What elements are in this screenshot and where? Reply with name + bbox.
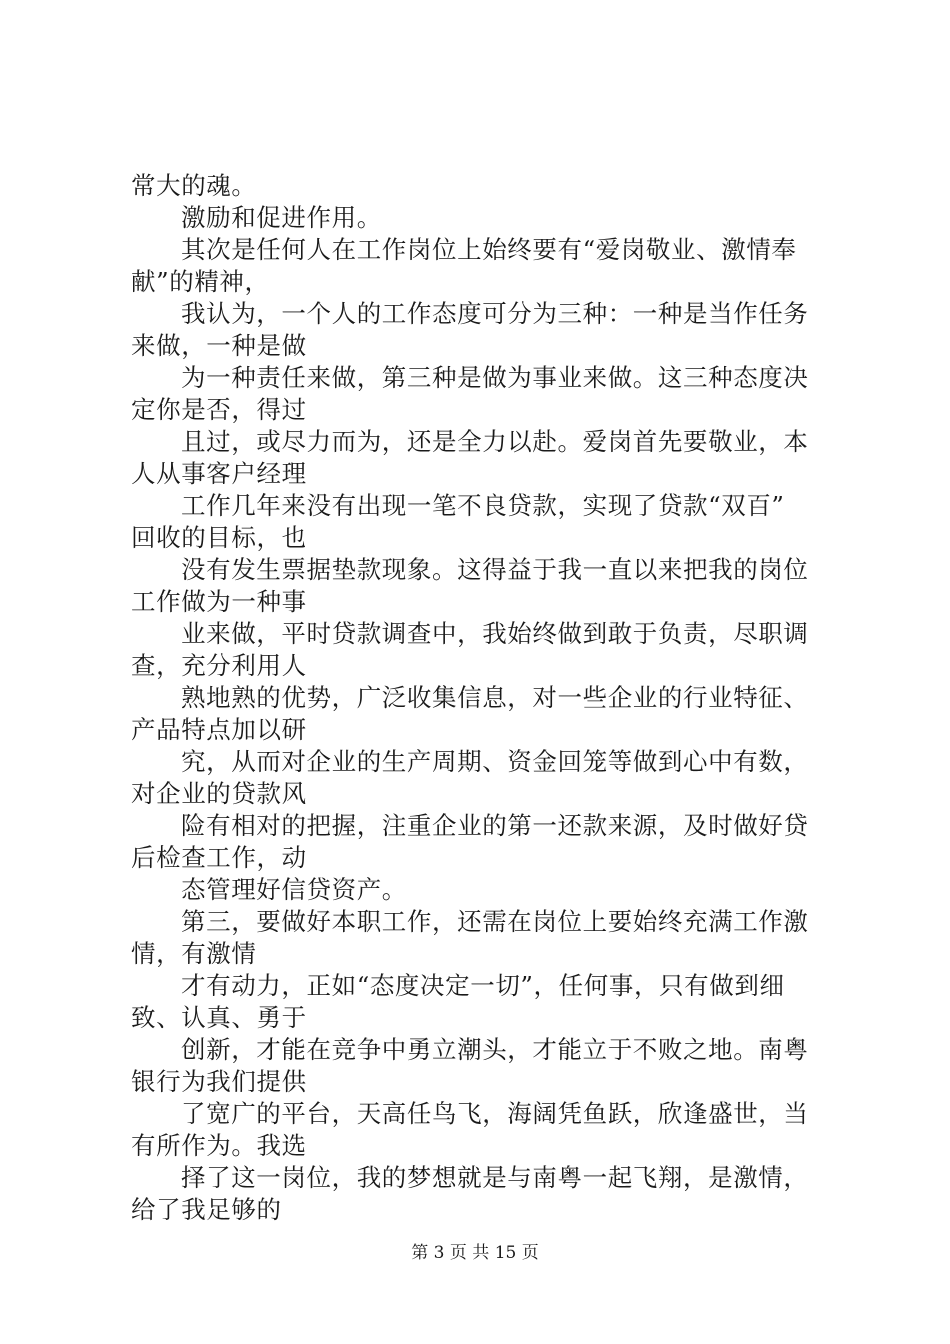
text-line: 工作做为一种事 (131, 587, 307, 616)
text-line: 人从事客户经理 (131, 459, 307, 488)
text-line: 究，从而对企业的生产周期、资金回笼等做到心中有数， (181, 747, 809, 776)
text-line: 态管理好信贷资产。 (181, 875, 407, 904)
text-line: 其次是任何人在工作岗位上始终要有“爱岗敬业、激情奉 (181, 235, 797, 264)
page-footer: 第 3 页 共 15 页 (411, 1243, 539, 1263)
text-line: 没有发生票据垫款现象。这得益于我一直以来把我的岗位 (181, 555, 809, 584)
text-line: 了宽广的平台，天高任鸟飞，海阔凭鱼跃，欣逢盛世，当 (181, 1099, 809, 1128)
text-line: 激励和促进作用。 (181, 203, 382, 232)
text-line: 回收的目标，也 (131, 523, 307, 552)
text-line: 工作几年来没有出现一笔不良贷款，实现了贷款“双百” (181, 491, 785, 520)
text-line: 业来做，平时贷款调查中，我始终做到敢于负责，尽职调 (181, 619, 809, 648)
text-line: 产品特点加以研 (131, 715, 307, 744)
text-line: 致、认真、勇于 (131, 1003, 307, 1032)
text-line: 创新，才能在竞争中勇立潮头，才能立于不败之地。南粤 (181, 1035, 809, 1064)
document-body (131, 170, 836, 1226)
text-line: 常大的魂。 (131, 171, 257, 200)
text-line: 才有动力，正如“态度决定一切”，任何事，只有做到细 (181, 971, 785, 1000)
text-line: 定你是否，得过 (131, 395, 307, 424)
text-line: 择了这一岗位，我的梦想就是与南粤一起飞翔，是激情， (181, 1163, 809, 1192)
text-line: 给了我足够的 (131, 1195, 282, 1224)
text-line: 对企业的贷款风 (131, 779, 307, 808)
text-line: 熟地熟的优势，广泛收集信息，对一些企业的行业特征、 (181, 683, 809, 712)
text-line: 险有相对的把握，注重企业的第一还款来源，及时做好贷 (181, 811, 809, 840)
text-line: 有所作为。我选 (131, 1131, 307, 1160)
text-line: 且过，或尽力而为，还是全力以赴。爱岗首先要敬业，本 (181, 427, 809, 456)
text-line: 第三，要做好本职工作，还需在岗位上要始终充满工作激 (181, 907, 809, 936)
text-line: 献”的精神， (131, 267, 270, 296)
text-line: 查，充分利用人 (131, 651, 307, 680)
text-line: 来做，一种是做 (131, 331, 307, 360)
text-line: 银行为我们提供 (131, 1067, 307, 1096)
text-line: 为一种责任来做，第三种是做为事业来做。这三种态度决 (181, 363, 809, 392)
text-line: 我认为，一个人的工作态度可分为三种：一种是当作任务 (181, 299, 809, 328)
text-line: 后检查工作，动 (131, 843, 307, 872)
text-line: 情，有激情 (131, 939, 257, 968)
